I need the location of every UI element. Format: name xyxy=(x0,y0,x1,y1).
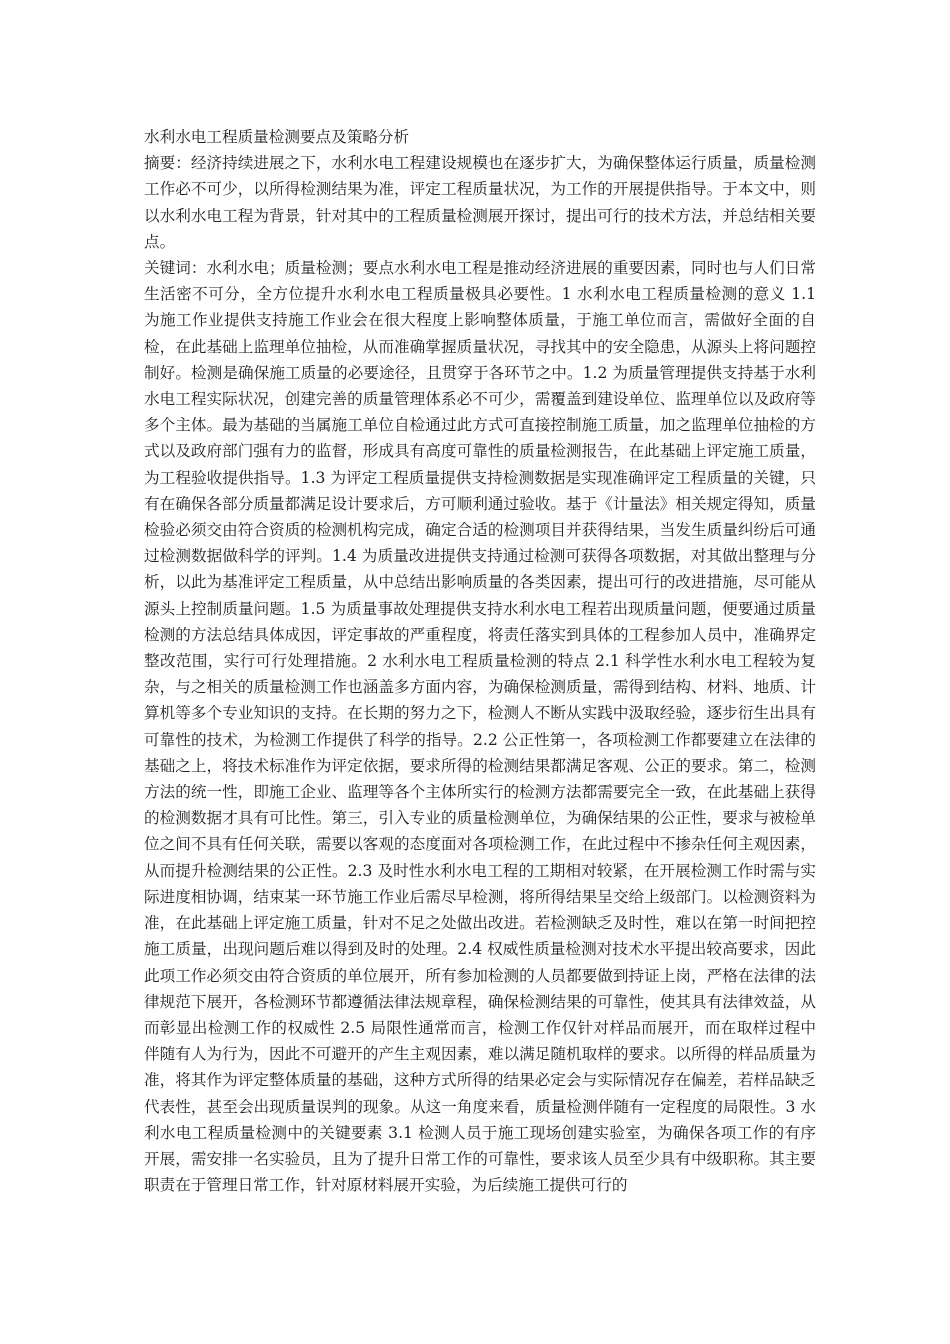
body-paragraph: 关键词：水利水电；质量检测；要点水利水电工程是推动经济进展的重要因素，同时也与人们日常生活密不可分，全方位提升水利水电工程质量极具必要性。1 水利水电工程质量检测的意义 1.1 为施工作业提供支持施工作业会在很大程度上影响整体质量，于施工单位而言，需做好全面的自检，在此基础上监理单位抽检，从而准确掌握质量状况，寻找其中的安全隐患，从源头上将问题控制好。检测是确保施工质量的必要途径，且贯穿于各环节之中。1.2 为质量管理提供支持基于水利水电工程实际状况，创建完善的质量管理体系必不可少，需覆盖到建设单位、监理单位以及政府等多个主体。最为基础的当属施工单位自检通过此方式可直接控制施工质量，加之监理单位抽检的方式以及政府部门强有力的监督，形成具有高度可靠性的质量检测报告，在此基础上评定施工质量，为工程验收提供指导。1.3 为评定工程质量提供支持检测数据是实现准确评定工程质量的关键，只有在确保各部分质量都满足设计要求后，方可顺利通过验收。基于《计量法》相关规定得知，质量检验必须交由符合资质的检测机构完成，确定合适的检测项目并获得结果，当发生质量纠纷后可通过检测数据做科学的评判。1.4 为质量改进提供支持通过检测可获得各项数据，对其做出整理与分析，以此为基准评定工程质量，从中总结出影响质量的各类因素，提出可行的改进措施，尽可能从源头上控制质量问题。1.5 为质量事故处理提供支持水利水电工程若出现质量问题，便要通过质量检测的方法总结具体成因，评定事故的严重程度，将责任落实到具体的工程参加人员中，准确界定整改范围，实行可行处理措施。2 水利水电工程质量检测的特点 2.1 科学性水利水电工程较为复杂，与之相关的质量检测工作也涵盖多方面内容，为确保检测质量，需得到结构、材料、地质、计算机等多个专业知识的支持。在长期的努力之下，检测人不断从实践中汲取经验，逐步衍生出具有可靠性的技术，为检测工作提供了科学的指导。2.2 公正性第一，各项检测工作都要建立在法律的基础之上，将技术标准作为评定依据，要求所得的检测结果都满足客观、公正的要求。第二，检测方法的统一性，即施工企业、监理等各个主体所实行的检测方法都需要完全一致，在此基础上获得的检测数据才具有可比性。第三，引入专业的质量检测单位，为确保结果的公正性，要求与被检单位之间不具有任何关联，需要以客观的态度面对各项检测工作，在此过程中不掺杂任何主观因素，从而提升检测结果的公正性。2.3 及时性水利水电工程的工期相对较紧，在开展检测工作时需与实际进度相协调，结束某一环节施工作业后需尽早检测，将所得结果呈交给上级部门。以检测资料为准，在此基础上评定施工质量，针对不足之处做出改进。若检测缺乏及时性，难以在第一时间把控施工质量，出现问题后难以得到及时的处理。2.4 权威性质量检测对技术水平提出较高要求，因此此项工作必须交由符合资质的单位展开，所有参加检测的人员都要做到持证上岗，严格在法律的法律规范下展开，各检测环节都遵循法律法规章程，确保检测结果的可靠性，使其具有法律效益，从而彰显出检测工作的权威性 2.5 局限性通常而言，检测工作仅针对样品而展开，而在取样过程中伴随有人为行为，因此不可避开的产生主观因素，难以满足随机取样的要求。以所得的样品质量为准，将其作为评定整体质量的基础，这种方式所得的结果必定会与实际情况存在偏差，若样品缺乏代表性，甚至会出现质量误判的现象。从这一角度来看，质量检测伴随有一定程度的局限性。3 水利水电工程质量检测中的关键要素 3.1 检测人员于施工现场创建实验室，为确保各项工作的有序开展，需安排一名实验员，且为了提升日常工作的可靠性，要求该人员至少具有中级职称。其主要职责在于管理日常工作，针对原材料展开实验，为后续施工提供可行的 xyxy=(144,259,816,1195)
document-page xyxy=(144,124,816,1198)
document-title: 水利水电工程质量检测要点及策略分析 xyxy=(144,128,410,146)
abstract-paragraph: 摘要：经济持续进展之下，水利水电工程建设规模也在逐步扩大，为确保整体运行质量，质量检测工作必不可少，以所得检测结果为准，评定工程质量状况，为工作的开展提供指导。于本文中，则以水利水电工程为背景，针对其中的工程质量检测展开探讨，提出可行的技术方法，并总结相关要点。 xyxy=(144,154,816,251)
